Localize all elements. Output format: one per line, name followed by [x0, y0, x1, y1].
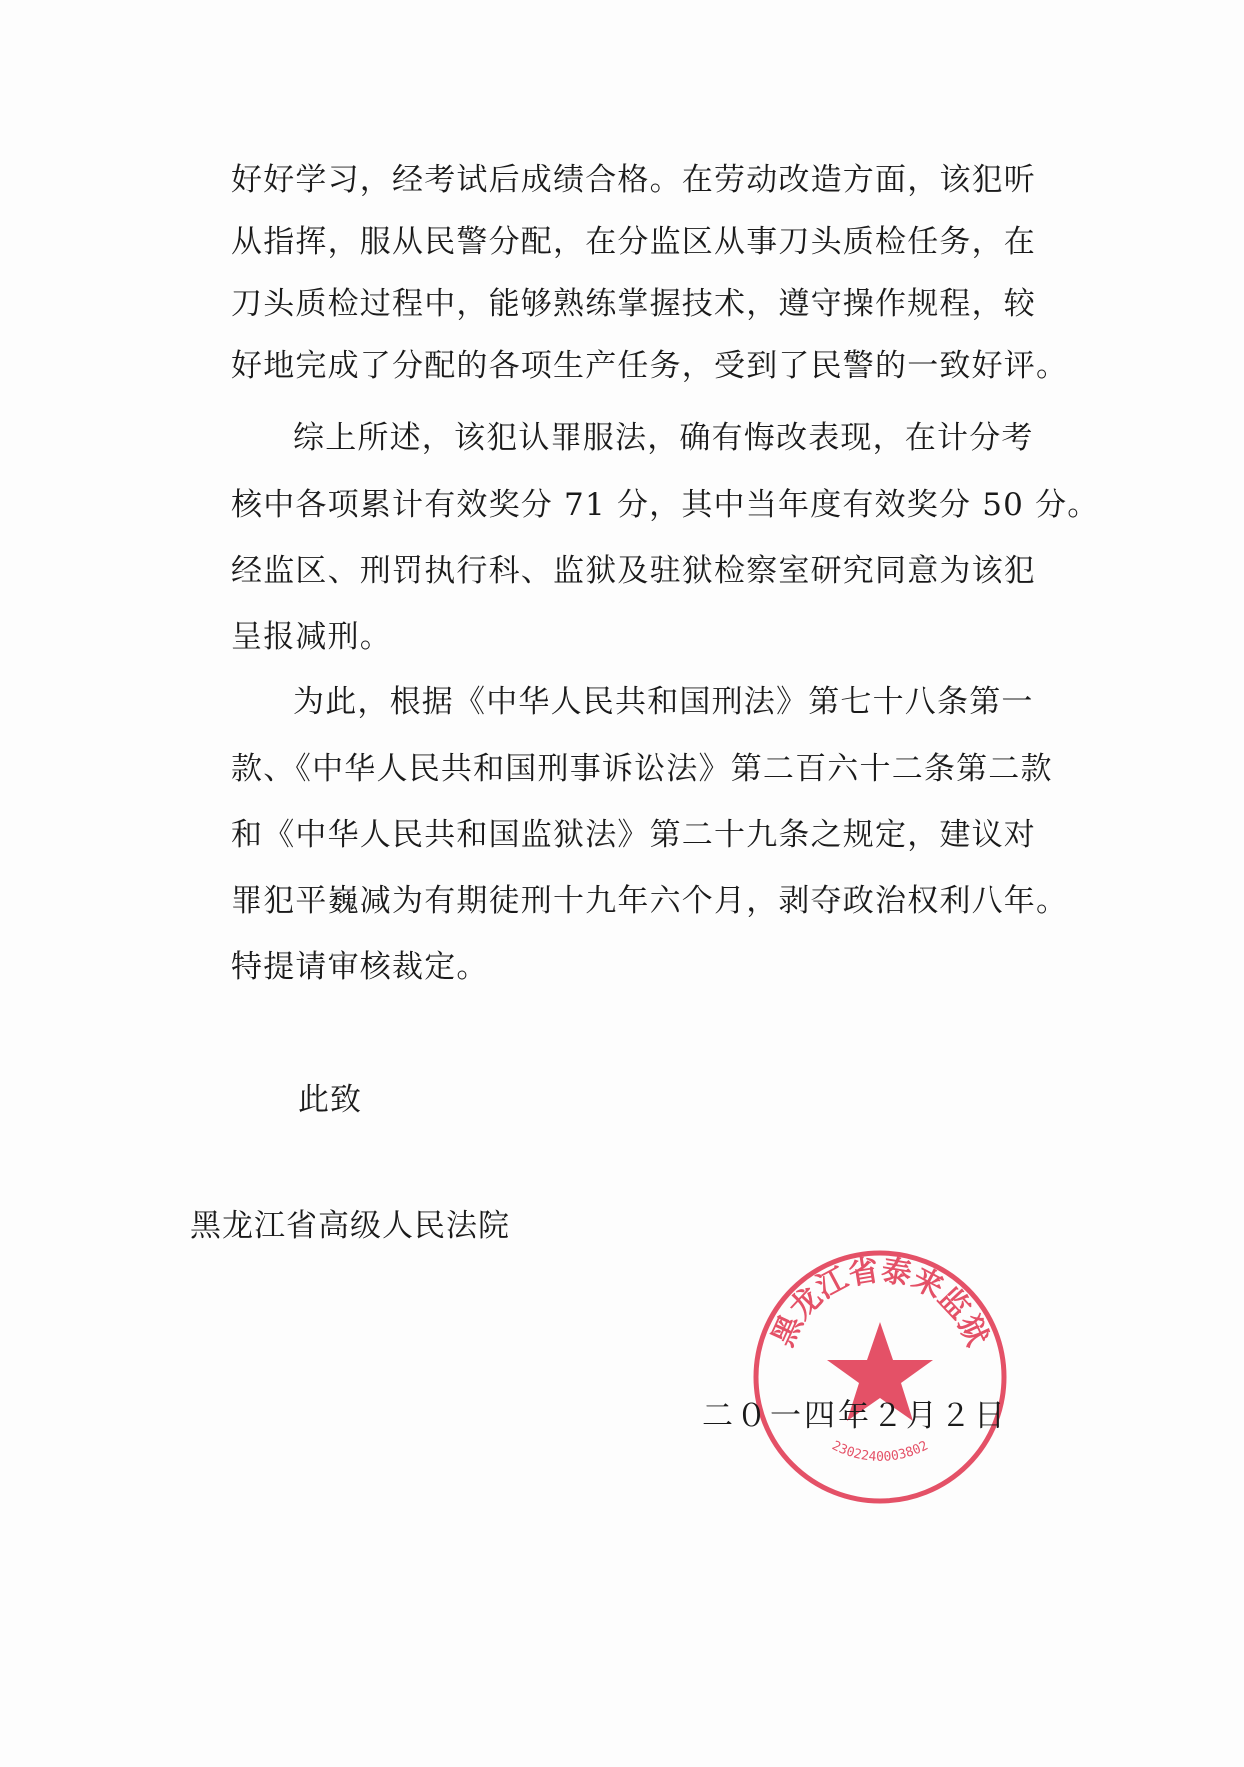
svg-text:2302240003802: 2302240003802	[829, 1438, 931, 1465]
body-line: 核中各项累计有效奖分 71 分，其中当年度有效奖分 50 分。	[231, 487, 1100, 523]
body-line: 好好学习，经考试后成绩合格。在劳动改造方面，该犯听	[231, 162, 1036, 198]
body-line: 综上所述，该犯认罪服法，确有悔改表现，在计分考	[293, 420, 1034, 456]
body-line: 和《中华人民共和国监狱法》第二十九条之规定，建议对	[231, 817, 1036, 853]
body-line: 为此，根据《中华人民共和国刑法》第七十八条第一	[293, 684, 1034, 720]
document-date: 二０一四年２月２日	[702, 1398, 1008, 1434]
body-line: 从指挥，服从民警分配，在分监区从事刀头质检任务，在	[231, 224, 1036, 260]
recipient-court: 黑龙江省高级人民法院	[190, 1208, 510, 1244]
closing-salutation: 此致	[298, 1082, 362, 1118]
body-line: 好地完成了分配的各项生产任务，受到了民警的一致好评。	[231, 348, 1069, 384]
svg-text:黑龙江省泰来监狱: 黑龙江省泰来监狱	[765, 1253, 995, 1352]
body-line: 经监区、刑罚执行科、监狱及驻狱检察室研究同意为该犯	[231, 553, 1036, 589]
body-line: 呈报减刑。	[231, 619, 392, 655]
body-line: 罪犯平巍减为有期徒刑十九年六个月，剥夺政治权利八年。	[231, 883, 1069, 919]
body-line: 刀头质检过程中，能够熟练掌握技术，遵守操作规程，较	[231, 286, 1036, 322]
body-line: 特提请审核裁定。	[231, 949, 489, 985]
official-seal	[745, 1242, 1015, 1512]
body-line: 款、《中华人民共和国刑事诉讼法》第二百六十二条第二款	[231, 751, 1053, 787]
